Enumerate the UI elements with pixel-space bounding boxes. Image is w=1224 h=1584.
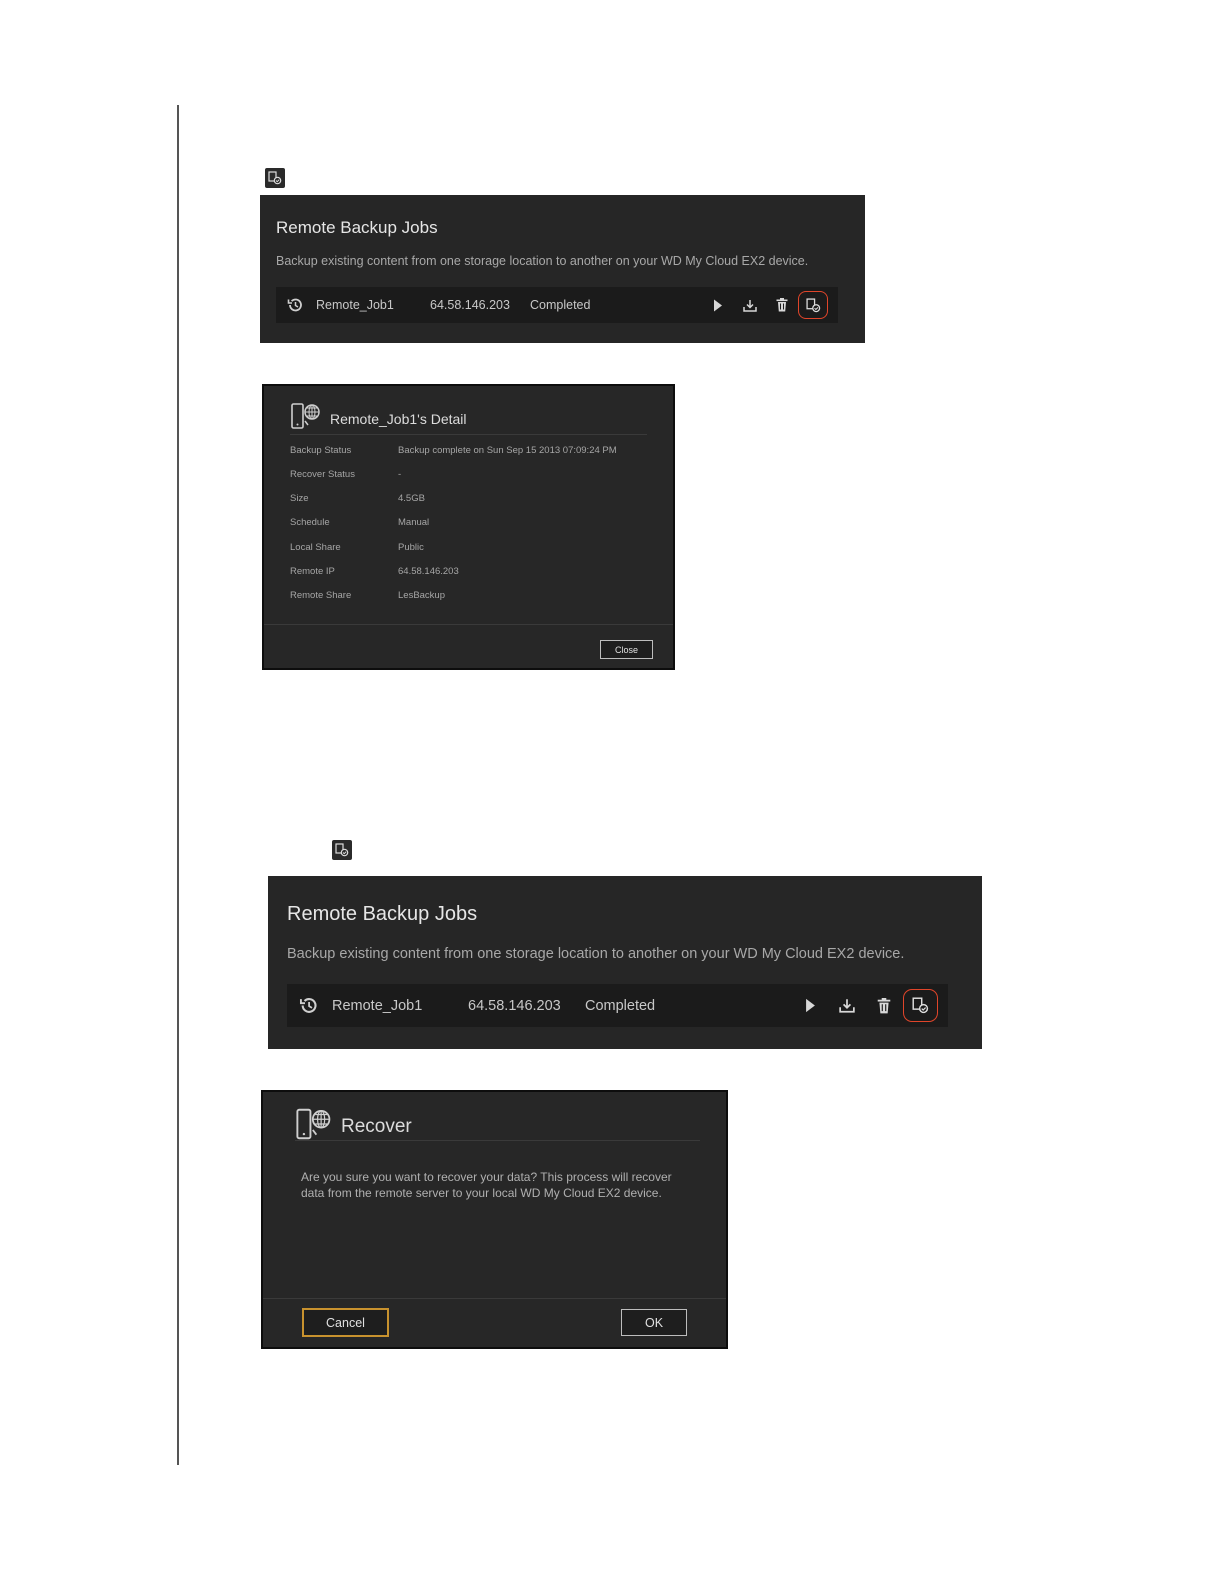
detail-label: Remote Share	[290, 590, 352, 601]
panel-title: Remote Backup Jobs	[276, 218, 438, 237]
recover-message-line: Are you sure you want to recover your data? This process will recover	[301, 1170, 672, 1184]
detail-row	[290, 542, 424, 553]
job-row[interactable]	[276, 287, 838, 323]
recover-button[interactable]	[903, 989, 938, 1022]
detail-label: Size	[290, 493, 309, 504]
detail-value: 4.5GB	[398, 493, 425, 504]
detail-row	[290, 469, 401, 480]
detail-label: Schedule	[290, 517, 330, 528]
job-row[interactable]	[287, 984, 948, 1027]
page-margin-rule	[177, 105, 179, 1465]
detail-value: Backup complete on Sun Sep 15 2013 07:09:24 PM	[398, 445, 617, 456]
job-ip: 64.58.146.203	[430, 298, 510, 312]
panel-title: Remote Backup Jobs	[287, 903, 478, 925]
detail-value: LesBackup	[398, 590, 446, 601]
dialog-divider	[290, 434, 647, 435]
play-icon[interactable]	[706, 299, 730, 312]
detail-row	[290, 445, 617, 456]
detail-value: -	[398, 469, 402, 480]
detail-value: Manual	[398, 517, 430, 528]
detail-row	[290, 590, 445, 601]
recover-icon	[332, 840, 352, 860]
recover-dialog	[261, 1090, 728, 1349]
remote-backup-jobs-panel	[260, 195, 865, 343]
dialog-title: Remote_Job1's Detail	[330, 410, 467, 427]
job-name: Remote_Job1	[316, 298, 394, 312]
dialog-title: Recover	[341, 1115, 412, 1137]
detail-label: Remote IP	[290, 566, 335, 577]
detail-row	[290, 493, 425, 504]
detail-row	[290, 517, 429, 528]
dialog-footer-divider	[264, 624, 673, 625]
job-detail-dialog	[262, 384, 675, 670]
history-icon	[285, 296, 305, 314]
detail-label: Recover Status	[290, 469, 355, 480]
recover-button[interactable]	[798, 291, 828, 319]
cancel-button[interactable]: Cancel	[302, 1308, 389, 1337]
panel-description: Backup existing content from one storage location to another on your WD My Cloud EX2 device.	[287, 946, 905, 962]
panel-description: Backup existing content from one storage location to another on your WD My Cloud EX2 device.	[276, 254, 809, 268]
detail-value: 64.58.146.203	[398, 566, 459, 577]
detail-row	[290, 566, 459, 577]
recover-icon	[265, 168, 285, 188]
detail-value: Public	[398, 542, 424, 553]
download-icon[interactable]	[833, 998, 861, 1013]
trash-icon[interactable]	[870, 998, 898, 1014]
play-icon[interactable]	[796, 998, 824, 1013]
dialog-divider	[295, 1140, 700, 1141]
recover-message-line: data from the remote server to your local WD My Cloud EX2 device.	[301, 1186, 662, 1200]
device-globe-icon	[290, 401, 322, 436]
dialog-footer-divider	[263, 1298, 726, 1299]
download-icon[interactable]	[738, 299, 762, 312]
recover-message	[301, 1169, 672, 1201]
trash-icon[interactable]	[770, 298, 794, 312]
remote-backup-jobs-panel	[268, 876, 982, 1049]
detail-label: Backup Status	[290, 445, 352, 456]
job-status: Completed	[585, 997, 656, 1014]
ok-button[interactable]: OK	[621, 1309, 687, 1336]
job-status: Completed	[530, 298, 591, 312]
history-icon	[297, 995, 319, 1016]
close-button[interactable]: Close	[600, 640, 653, 659]
job-ip: 64.58.146.203	[468, 997, 561, 1014]
job-name: Remote_Job1	[332, 997, 423, 1014]
detail-label: Local Share	[290, 542, 341, 553]
